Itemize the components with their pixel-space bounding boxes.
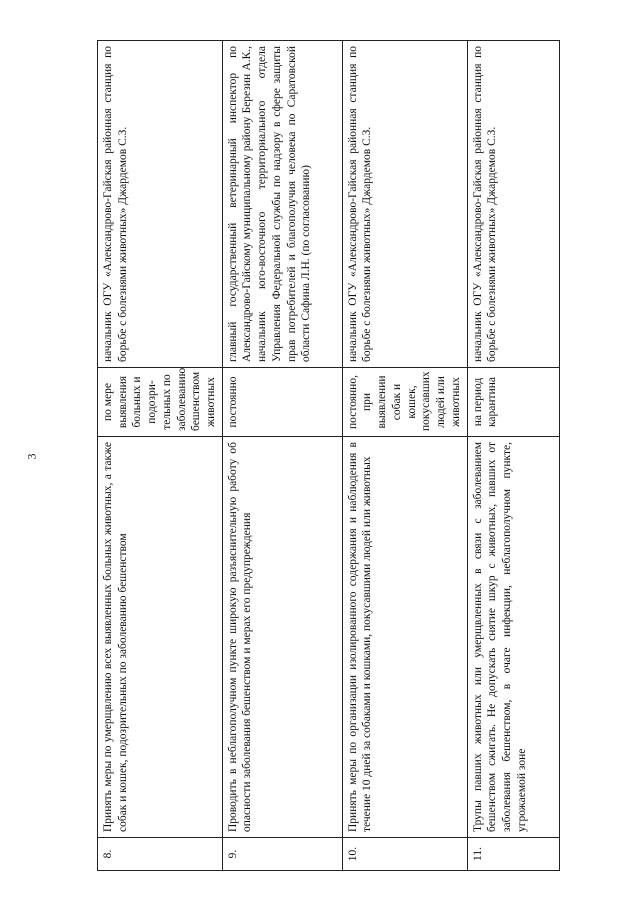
row-number: 9.	[222, 838, 342, 871]
measures-table-container	[97, 40, 527, 871]
table-row	[98, 41, 223, 871]
measures-table	[97, 40, 560, 871]
action-cell: Проводить в неблагополучном пункте широкую разъяснительную работу об опасности заболевания бешенством и мерах его предупреждения	[222, 437, 342, 838]
term-cell: постоянно	[222, 368, 342, 437]
row-number: 11.	[467, 838, 559, 871]
table-row	[342, 41, 467, 871]
page-number: 3	[24, 453, 39, 460]
table-row	[222, 41, 342, 871]
responsible-cell: главный государственный ветеринарный инспектор по Александрово-Гайскому муниципальному району Березин А.К., начальник юго-восточного территориального отдела Управления Федеральной службы по надзору в сфере защиты прав потребителей и благополучия человека по Саратовской области Сафина Л.Н. (по согласованию)	[222, 41, 342, 368]
responsible-cell: начальник ОГУ «Александрово-Гайская районная станция по борьбе с болезнями животных» Джардемов С.З.	[342, 41, 467, 368]
row-number: 10.	[342, 838, 467, 871]
action-cell: Принять меры по умерщвлению всех выявленных больных животных, а также собак и кошек, подозрительных по заболеванию бешенством	[98, 437, 223, 838]
term-cell: постоянно, при выявлении собак и кошек, покусавших людей или животных	[342, 368, 467, 437]
table-row	[467, 41, 559, 871]
term-cell: на период карантина	[467, 368, 559, 437]
term-cell: по мере выявления больных и подозри-тельных по заболеванию бешенством животных	[98, 368, 223, 437]
row-number: 8.	[98, 838, 223, 871]
action-cell: Принять меры по организации изолированного содержания и наблюдения в течение 10 дней за собаками и кошками, покусавшими людей или животных	[342, 437, 467, 838]
responsible-cell: начальник ОГУ «Александрово-Гайская районная станция по борьбе с болезнями животных» Джардемов С.З.	[467, 41, 559, 368]
action-cell: Трупы павших животных или умерщвленных в связи с заболеванием бешенством сжигать. Не допускать снятие шкур с животных, павших от заболевания бешенством, в очаге инфекции, неблагополучном пункте, угрожаемой зоне	[467, 437, 559, 838]
responsible-cell: начальник ОГУ «Александрово-Гайская районная станция по борьбе с болезнями животных» Джардемов С.З.	[98, 41, 223, 368]
